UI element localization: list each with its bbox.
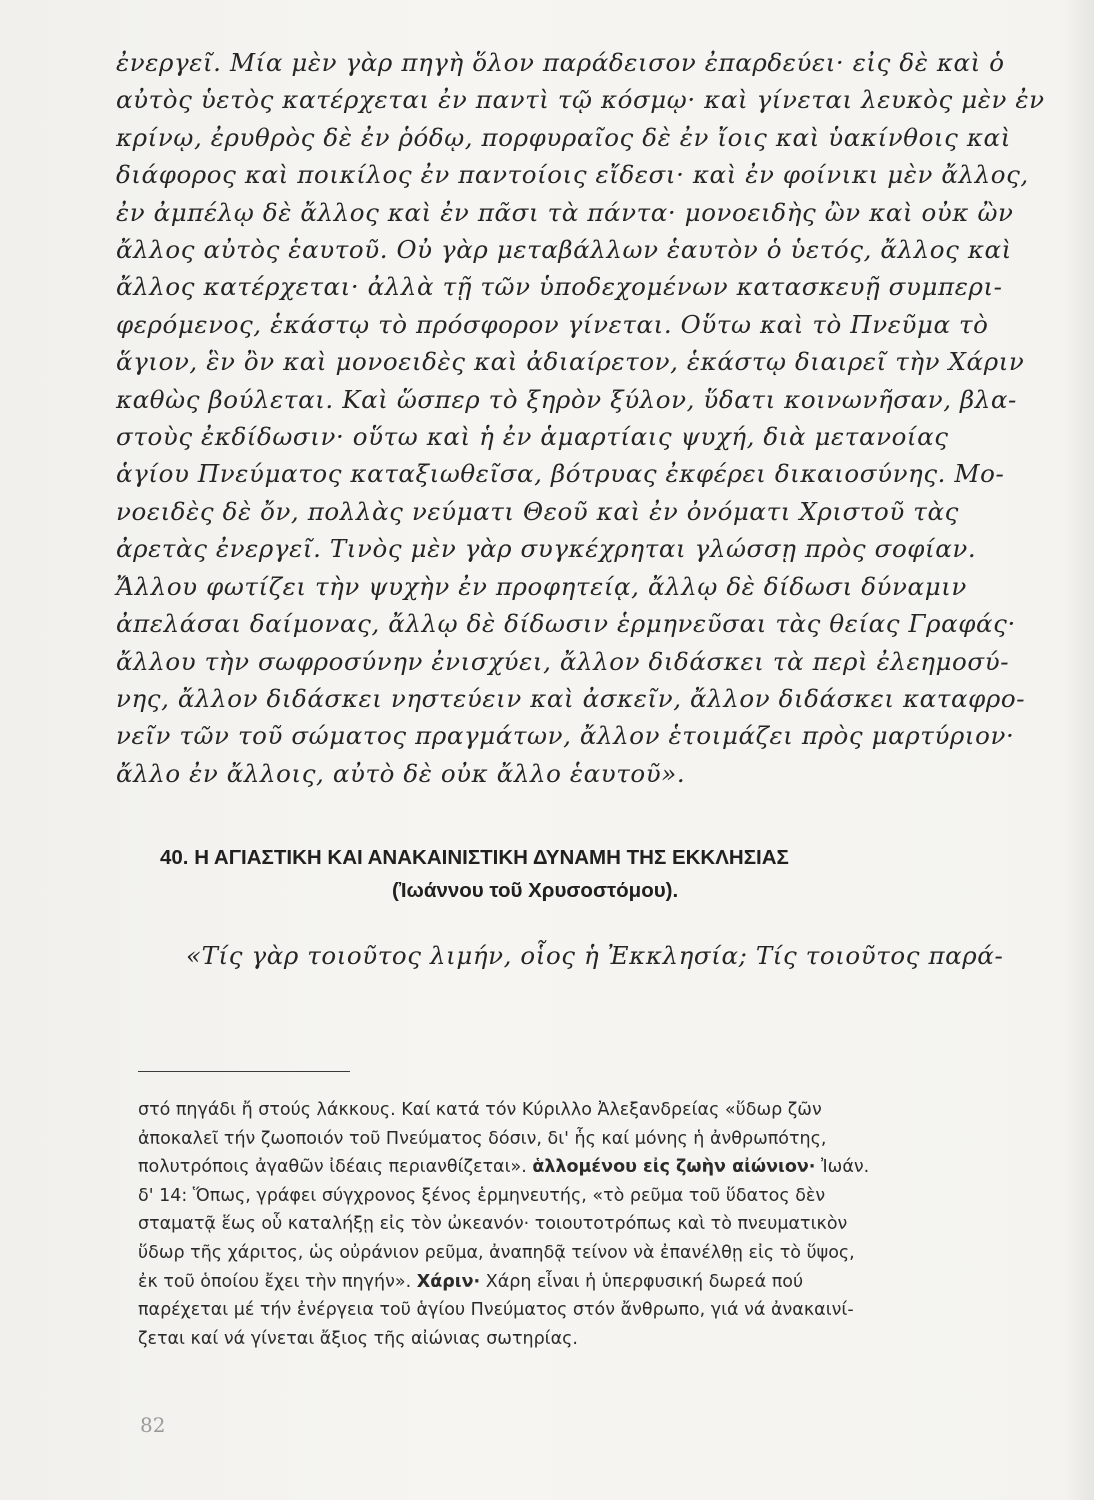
- text-line: φερόμενος, ἑκάστῳ τὸ πρόσφορον γίνεται. Οὕτω καὶ τὸ Πνεῦμα τὸ: [116, 309, 989, 339]
- footnote-divider: [138, 1071, 350, 1072]
- text-line: ἄλλο ἐν ἄλλοις, αὐτὸ δὲ οὐκ ἄλλο ἑαυτοῦ».: [116, 758, 686, 788]
- footnote-text: πολυτρόποις ἀγαθῶν ἰδέαις περιανθίζεται».: [138, 1157, 533, 1178]
- text-line: ἄλλος κατέρχεται· ἀλλὰ τῇ τῶν ὑποδεχομένων κατασκευῇ συμπερι-: [116, 272, 1003, 302]
- text-line: ἀρετὰς ἐνεργεῖ. Τινὸς μὲν γὰρ συγκέχρηται γλώσσῃ πρὸς σοφίαν.: [116, 534, 977, 564]
- page-number: 82: [140, 1413, 166, 1437]
- footnote-line: [138, 1153, 1018, 1182]
- scan-edge-shadow: [1064, 0, 1094, 1500]
- text-line: νοειδὲς δὲ ὄν, πολλὰς νεύματι Θεοῦ καὶ ἐν ὀνόματι Χριστοῦ τὰς: [116, 496, 959, 526]
- text-line: νεῖν τῶν τοῦ σώματος πραγμάτων, ἄλλον ἑτοιμάζει πρὸς μαρτύριον·: [116, 721, 1015, 751]
- footnote-line: [138, 1268, 1018, 1297]
- text-line: ἁγίου Πνεύματος καταξιωθεῖσα, βότρυας ἐκφέρει δικαιοσύνης. Μο-: [116, 459, 1005, 489]
- footnote-line: ἀποκαλεῖ τήν ζωοποιόν τοῦ Πνεύματος δόσιν, δι' ἧς καί μόνης ἡ ἀνθρωπότης,: [138, 1128, 827, 1149]
- main-greek-text: [116, 44, 1045, 792]
- text-line: νης, ἄλλον διδάσκει νηστεύειν καὶ ἀσκεῖν, ἄλλον διδάσκει καταφρο-: [116, 683, 1026, 713]
- footnote-text: Ἰωάν.: [815, 1157, 870, 1178]
- text-line: στοὺς ἐκδίδωσιν· οὕτω καὶ ἡ ἐν ἁμαρτίαις ψυχή, διὰ μετανοίας: [116, 422, 949, 452]
- text-line: ἀπελάσαι δαίμονας, ἄλλῳ δὲ δίδωσιν ἑρμηνεῦσαι τὰς θείας Γραφάς·: [116, 609, 1016, 639]
- section-subtitle: (Ἰωάννου τοῦ Χρυσοστόμου).: [392, 879, 679, 902]
- text-line: διάφορος καὶ ποικίλος ἐν παντοίοις εἴδεσι· καὶ ἐν φοίνικι μὲν ἄλλος,: [116, 160, 1029, 190]
- footnote: [138, 1096, 1018, 1353]
- footnote-line: παρέχεται μέ τήν ἐνέργεια τοῦ ἁγίου Πνεύματος στόν ἄνθρωπο, γιά νά ἀνακαινί-: [138, 1300, 854, 1321]
- text-line: ἐνεργεῖ. Μία μὲν γὰρ πηγὴ ὅλον παράδεισον ἐπαρδεύει· εἰς δὲ καὶ ὁ: [116, 48, 1005, 77]
- footnote-text: Χάρη εἶναι ἡ ὑπερφυσική δωρεά πού: [480, 1271, 804, 1292]
- text-line: ἅγιον, ἓν ὂν καὶ μονοειδὲς καὶ ἀδιαίρετον, ἑκάστῳ διαιρεῖ τὴν Χάριν: [116, 347, 1025, 377]
- text-line: ἄλλου τὴν σωφροσύνην ἐνισχύει, ἄλλον διδάσκει τὰ περὶ ἐλεημοσύ-: [116, 646, 1010, 676]
- footnote-line: δ' 14: Ὅπως, γράφει σύγχρονος ξένος ἑρμηνευτής, «τὸ ρεῦμα τοῦ ὕδατος δὲν: [138, 1185, 826, 1206]
- text-line: ἄλλος αὐτὸς ἑαυτοῦ. Οὐ γὰρ μεταβάλλων ἑαυτὸν ὁ ὑετός, ἄλλος καὶ: [116, 235, 1012, 265]
- section-title: 40. Η ΑΓΙΑΣΤΙΚΗ ΚΑΙ ΑΝΑΚΑΙΝΙΣΤΙΚΗ ΔΥΝΑΜΗ ΤΗΣ ΕΚΚΛΗΣΙΑΣ: [160, 846, 789, 869]
- footnote-bold-term: Χάριν·: [416, 1271, 481, 1292]
- footnote-line: ζεται καί νά γίνεται ἄξιος τῆς αἰώνιας σωτηρίας.: [138, 1328, 578, 1349]
- footnote-line: ὕδωρ τῆς χάριτος, ὡς οὐράνιον ρεῦμα, ἀναπηδᾷ τείνον νὰ ἐπανέλθῃ εἰς τὸ ὕψος,: [138, 1242, 855, 1263]
- quote-line: «Τίς γὰρ τοιοῦτος λιμήν, οἷος ἡ Ἐκκλησία; Τίς τοιοῦτος παρά-: [186, 941, 1004, 970]
- footnote-line: στό πηγάδι ἤ στούς λάκκους. Καί κατά τόν Κύριλλο Ἀλεξανδρείας «ὕδωρ ζῶν: [138, 1100, 822, 1120]
- footnote-bold-term: ἁλλομένου εἰς ζωὴν αἰώνιον·: [532, 1157, 816, 1178]
- text-line: Ἄλλου φωτίζει τὴν ψυχὴν ἐν προφητείᾳ, ἄλλῳ δὲ δίδωσι δύναμιν: [116, 571, 967, 601]
- footnote-line: σταματᾷ ἕως οὗ καταλήξῃ εἰς τὸν ὠκεανόν· τοιουτοτρόπως καὶ τὸ πνευματικὸν: [138, 1214, 848, 1235]
- text-line: κρίνῳ, ἐρυθρὸς δὲ ἐν ῥόδῳ, πορφυραῖος δὲ ἐν ἴοις καὶ ὑακίνθοις καὶ: [116, 122, 1011, 152]
- text-line: ἐν ἀμπέλῳ δὲ ἄλλος καὶ ἐν πᾶσι τὰ πάντα· μονοειδὴς ὢν καὶ οὐκ ὢν: [116, 197, 1014, 227]
- text-line: καθὼς βούλεται. Καὶ ὥσπερ τὸ ξηρὸν ξύλον, ὕδατι κοινωνῆσαν, βλα-: [116, 384, 1017, 414]
- footnote-text: ἐκ τοῦ ὁποίου ἔχει τὴν πηγήν».: [138, 1271, 417, 1292]
- text-line: αὐτὸς ὑετὸς κατέρχεται ἐν παντὶ τῷ κόσμῳ· καὶ γίνεται λευκὸς μὲν ἐν: [116, 85, 1045, 115]
